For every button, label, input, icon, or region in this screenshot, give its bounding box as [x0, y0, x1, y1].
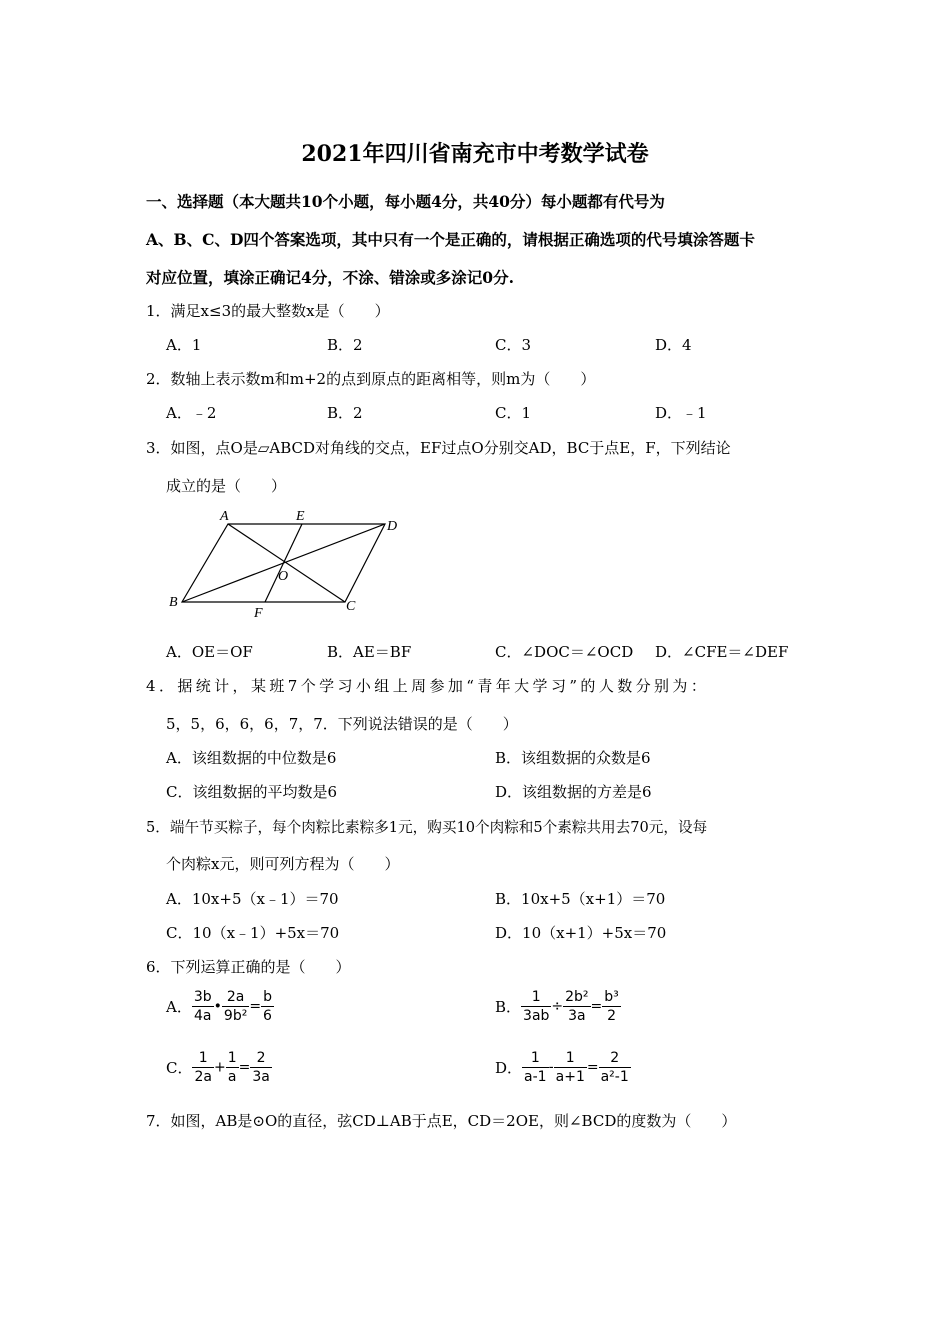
q5-option-c: C．10（x﹣1）+5x＝70 — [166, 924, 340, 942]
fraction — [226, 1049, 239, 1086]
q2-option-a: A．﹣2 — [166, 404, 217, 422]
denominator: 3a — [568, 1008, 586, 1024]
numerator: 3b — [193, 989, 212, 1005]
q6-option-b — [495, 988, 621, 1025]
vertex-label-a: A — [220, 509, 229, 524]
q1-stem: 1．满足x≤3的最大整数x是（ ） — [146, 302, 390, 320]
q6-option-c — [166, 1049, 272, 1086]
point-label-o: O — [278, 569, 289, 584]
operator: ÷ — [551, 998, 564, 1015]
equals-sign: = — [238, 1059, 251, 1076]
q2-stem: 2．数轴上表示数m和m+2的点到原点的距离相等，则m为（ ） — [146, 370, 596, 388]
equals-sign: = — [586, 1059, 599, 1076]
q2-option-d: D．﹣1 — [655, 404, 707, 422]
fraction — [222, 988, 249, 1025]
fraction — [261, 988, 274, 1025]
fraction — [250, 1049, 272, 1086]
fraction — [192, 1049, 214, 1086]
section-instructions-line1: 一、选择题（本大题共10个小题，每小题4分，共40分）每小题都有代号为 — [146, 192, 665, 211]
q2-option-b: B．2 — [327, 404, 363, 422]
fraction — [599, 1049, 631, 1086]
equals-sign: = — [590, 998, 603, 1015]
q1-option-a: A．1 — [166, 336, 202, 354]
q3-stem-line1: 3．如图，点O是▱ABCD对角线的交点，EF过点O分别交AD，BC于点E，F，下列结论 — [146, 439, 731, 457]
equals-sign: = — [249, 998, 262, 1015]
q3-option-c: C．∠DOC＝∠OCD — [495, 643, 634, 661]
vertex-label-b: B — [169, 595, 178, 610]
fraction — [521, 988, 551, 1025]
vertex-label-c: C — [346, 599, 356, 614]
q1-option-b: B．2 — [327, 336, 363, 354]
page-title: 2021年四川省南充市中考数学试卷 — [301, 141, 649, 167]
denominator: 6 — [263, 1008, 272, 1024]
point-label-f: F — [254, 606, 263, 621]
q1-option-d: D．4 — [655, 336, 692, 354]
q3-option-d: D．∠CFE＝∠DEF — [655, 643, 789, 661]
fraction — [554, 1049, 587, 1086]
q6-option-a-label: A． — [166, 998, 192, 1016]
numerator: 1 — [227, 1050, 237, 1066]
q3-option-a: A．OE＝OF — [166, 643, 253, 661]
q5-option-b: B．10x+5（x+1）＝70 — [495, 890, 666, 908]
q6-option-d — [495, 1049, 631, 1086]
denominator: 9b² — [223, 1008, 248, 1024]
section-instructions-line3: 对应位置，填涂正确记4分，不涂、错涂或多涂记0分. — [146, 268, 514, 287]
numerator: b³ — [604, 989, 619, 1005]
q5-option-d: D．10（x+1）+5x＝70 — [495, 924, 667, 942]
operator: - — [548, 1059, 554, 1076]
q5-stem-line1: 5．端午节买粽子，每个肉粽比素粽多1元，购买10个肉粽和5个素粽共用去70元，设每 — [146, 819, 708, 836]
numerator: 2 — [250, 1049, 272, 1068]
numerator: 1 — [192, 1049, 214, 1068]
diagonal-ac — [228, 524, 345, 602]
q6-option-d-label: D． — [495, 1059, 523, 1077]
q2-option-c: C．1 — [495, 404, 532, 422]
operator: + — [213, 1059, 226, 1076]
denominator: 3ab — [523, 1008, 550, 1024]
numerator: b — [261, 988, 274, 1007]
q1-option-c: C．3 — [495, 336, 532, 354]
point-label-e: E — [296, 509, 305, 524]
q4-option-c: C．该组数据的平均数是6 — [166, 783, 338, 801]
vertex-label-d: D — [387, 519, 398, 534]
q3-stem-line2: 成立的是（ ） — [166, 477, 287, 495]
q6-stem: 6．下列运算正确的是（ ） — [146, 958, 351, 976]
q6-option-c-label: C． — [166, 1059, 193, 1077]
denominator: 2 — [607, 1008, 616, 1024]
denominator: a²-1 — [600, 1069, 629, 1085]
q7-stem: 7．如图，AB是⊙O的直径，弦CD⊥AB于点E，CD＝2OE，则∠BCD的度数为（ ） — [146, 1112, 737, 1130]
fraction — [563, 988, 590, 1025]
q4-option-b: B．该组数据的众数是6 — [495, 749, 651, 767]
fraction — [192, 988, 214, 1025]
numerator: 1 — [522, 1049, 549, 1068]
numerator: 2a — [222, 988, 249, 1007]
denominator: 3a — [252, 1069, 270, 1085]
denominator: 2a — [194, 1069, 212, 1085]
fraction — [602, 988, 621, 1025]
q3-option-b: B．AE＝BF — [327, 643, 412, 661]
denominator: 4a — [193, 1008, 212, 1024]
parallelogram-figure — [160, 500, 410, 625]
q4-option-d: D．该组数据的方差是6 — [495, 783, 652, 801]
fraction — [522, 1049, 549, 1086]
q5-stem-line2: 个肉粽x元，则可列方程为（ ） — [166, 855, 400, 873]
segment-ef — [265, 524, 302, 602]
denominator: a — [227, 1069, 237, 1085]
q5-option-a: A．10x+5（x﹣1）＝70 — [166, 890, 339, 908]
numerator: 1 — [554, 1049, 587, 1068]
numerator: 1 — [521, 988, 551, 1007]
numerator: 2 — [599, 1049, 631, 1068]
denominator: a+1 — [555, 1069, 585, 1085]
denominator: a-1 — [524, 1069, 547, 1085]
q4-stem-line2: 5，5，6，6，6，7，7．下列说法错误的是（ ） — [166, 715, 518, 733]
q4-stem-line1: 4．据统计，某班7个学习小组上周参加“青年大学习”的人数分别为： — [146, 677, 710, 695]
numerator: 2b² — [565, 989, 589, 1005]
section-instructions-line2: A、B、C、D四个答案选项，其中只有一个是正确的，请根据正确选项的代号填涂答题卡 — [146, 230, 755, 249]
q6-option-b-label: B． — [495, 998, 522, 1016]
operator: • — [213, 998, 222, 1015]
q6-option-a — [166, 988, 274, 1025]
q4-option-a: A．该组数据的中位数是6 — [166, 749, 337, 767]
